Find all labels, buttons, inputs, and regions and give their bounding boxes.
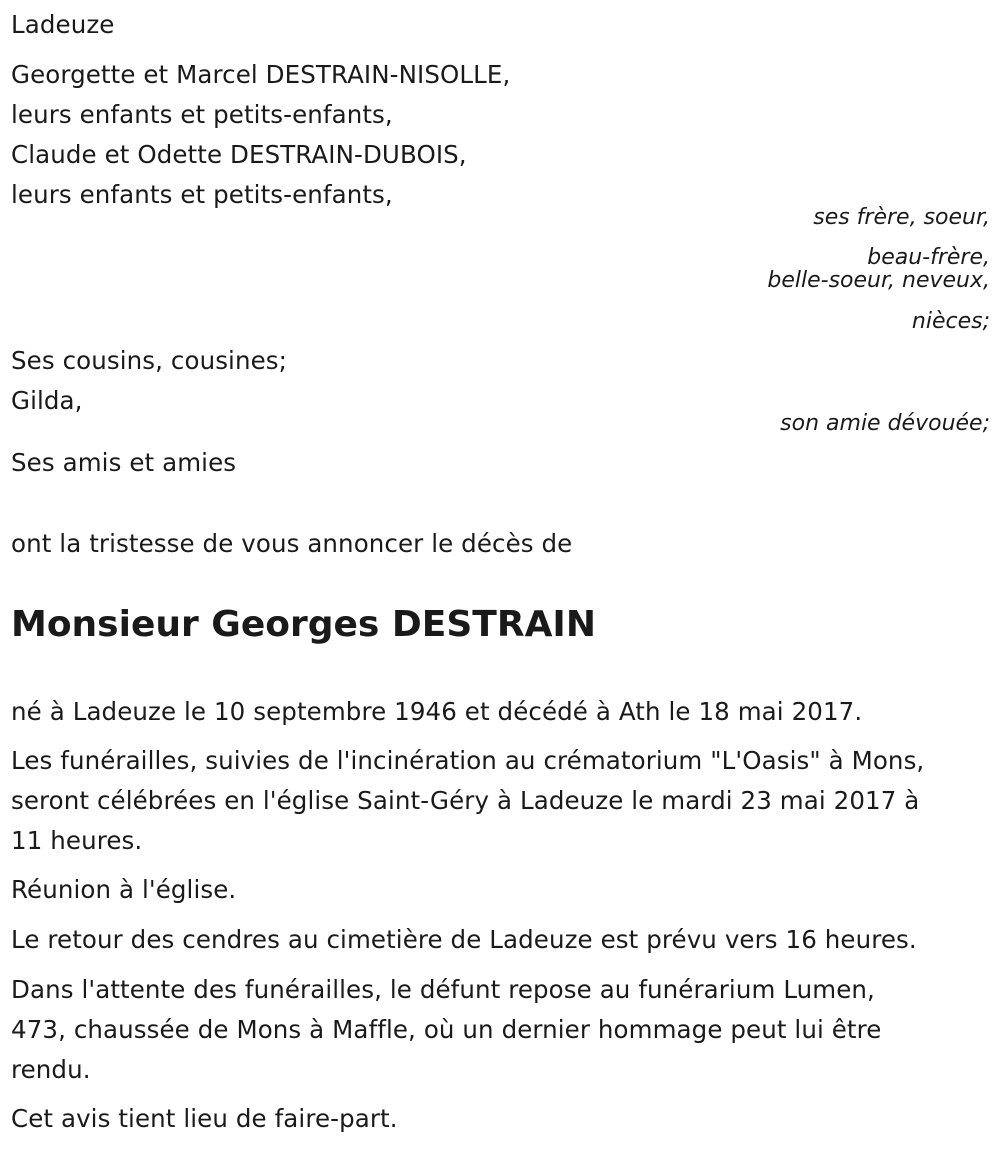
repose-line-1: Dans l'attente des funérailles, le défunt repose au funérarium Lumen, — [11, 975, 875, 1004]
announcement-intro: ont la tristesse de vous annoncer le décès de — [11, 529, 573, 558]
repose-line-3: rendu. — [11, 1055, 91, 1084]
funeral-line-3: 11 heures. — [11, 826, 143, 855]
family-line-2: leurs enfants et petits-enfants, — [11, 100, 393, 129]
family-line-3: Claude et Odette DESTRAIN-DUBOIS, — [11, 140, 467, 169]
family-line-1: Georgette et Marcel DESTRAIN-NISOLLE, — [11, 60, 511, 89]
family-line-4: leurs enfants et petits-enfants, — [11, 180, 393, 209]
relation-brother-in-law: beau-frère, — [867, 245, 990, 270]
village-name: Ladeuze — [11, 10, 115, 39]
friends-line: Ses amis et amies — [11, 448, 237, 477]
relation-nieces: nièces; — [911, 309, 990, 334]
ashes-line: Le retour des cendres au cimetière de Ladeuze est prévu vers 16 heures. — [11, 925, 917, 954]
birth-death-line: né à Ladeuze le 10 septembre 1946 et décédé à Ath le 18 mai 2017. — [11, 697, 863, 726]
relation-sister-in-law: belle-soeur, neveux, — [767, 268, 990, 293]
funeral-line-2: seront célébrées en l'église Saint-Géry à Ladeuze le mardi 23 mai 2017 à — [11, 786, 920, 815]
deceased-name: Monsieur Georges DESTRAIN — [11, 604, 596, 645]
meeting-line: Réunion à l'église. — [11, 875, 237, 904]
repose-line-2: 473, chaussée de Mons à Maffle, où un dernier hommage peut lui être — [11, 1015, 882, 1044]
friend-name: Gilda, — [11, 386, 83, 415]
funeral-line-1: Les funérailles, suivies de l'incinération au crématorium "L'Oasis" à Mons, — [11, 746, 925, 775]
cousins-line: Ses cousins, cousines; — [11, 346, 287, 375]
friend-relation: son amie dévouée; — [780, 411, 990, 436]
relation-siblings: ses frère, soeur, — [813, 205, 990, 230]
closing-line: Cet avis tient lieu de faire-part. — [11, 1104, 398, 1133]
